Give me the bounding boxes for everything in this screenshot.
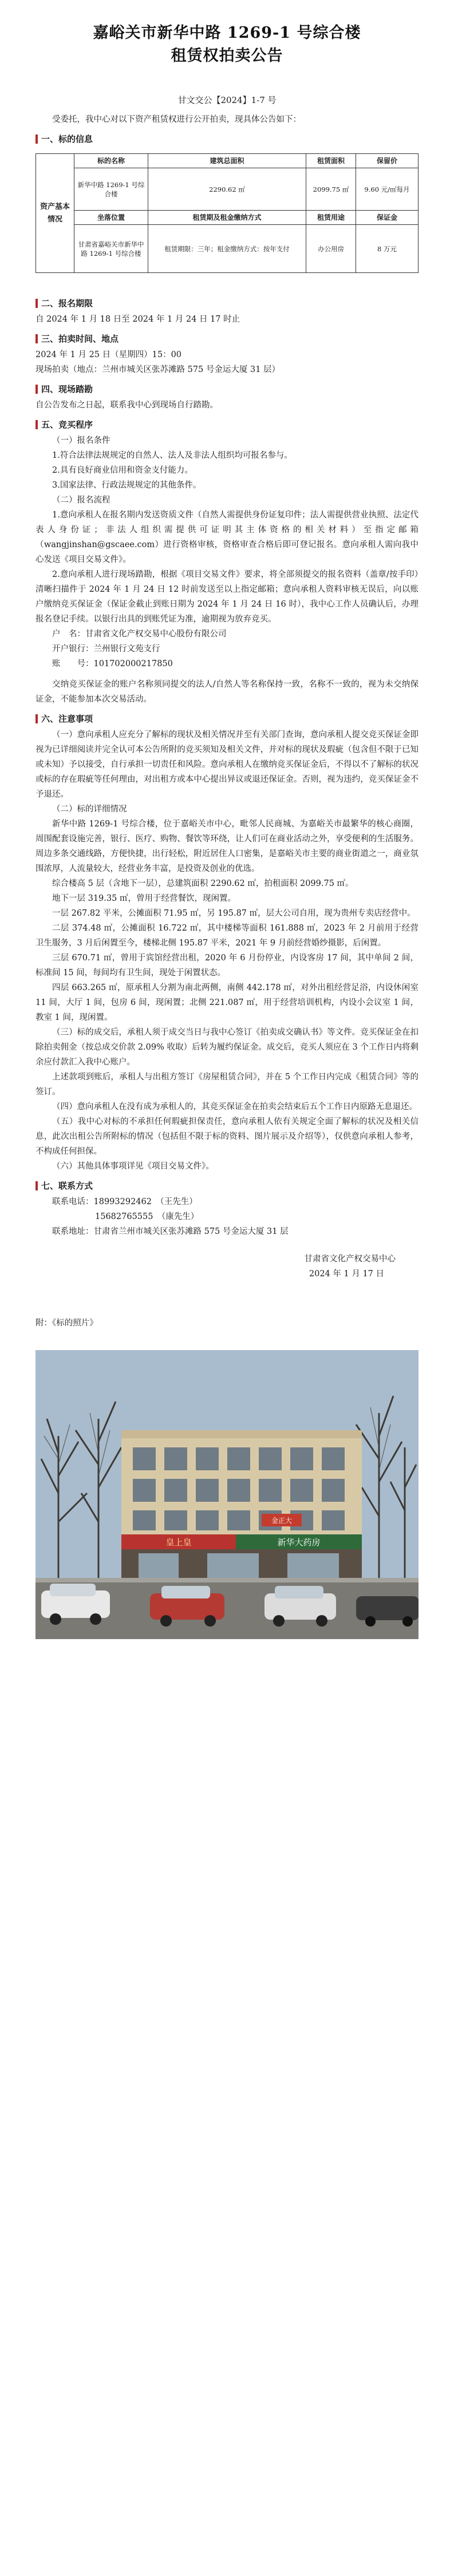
section-heading-6: 六、注意事项 bbox=[35, 710, 93, 727]
store-sign-text: 金正大 bbox=[271, 1517, 293, 1525]
table-cell-area: 2290.62 ㎡ bbox=[148, 168, 306, 211]
notice-4: （四）意向承租人在没有成为承租人的，其竞买保证金在拍卖会结束后五个工作日内原路无息退还。 bbox=[52, 1102, 417, 1111]
table-cell-name: 新华中路 1269-1 号综合楼 bbox=[74, 168, 148, 211]
contact-phone-1: 18993292462 （王先生） bbox=[93, 1197, 198, 1206]
table-header-name: 标的名称 bbox=[74, 154, 148, 168]
notice-5: （五）我中心对标的不承担任何瑕疵担保责任，意向承租人依有关规定全面了解标的状况及相关信息，此次出租公告所附标的情况（包括但不限于标的资料、图片展示及介绍等），仅供意向承租人参考，不构成任何担保。 bbox=[35, 1117, 419, 1156]
table-header-lease-area: 租赁面积 bbox=[306, 154, 356, 168]
section-heading-4: 四、现场踏勘 bbox=[35, 381, 93, 398]
contact-phone-2: 15682765555 （康先生） bbox=[95, 1212, 199, 1221]
section-marker-icon bbox=[35, 1181, 38, 1190]
condition-1: 1.符合法律法规规定的自然人、法人及非法人组织均可报名参与。 bbox=[52, 451, 293, 460]
contact-address-line: 联系地址：甘肃省兰州市城关区张苏滩路 575 号金运大厦 31 层 bbox=[52, 1227, 289, 1236]
section-heading-2: 二、报名期限 bbox=[35, 295, 93, 312]
account-number: 101702000217850 bbox=[93, 659, 173, 668]
section-marker-icon bbox=[35, 299, 38, 308]
document-number: 甘文交公【2024】1-7 号 bbox=[177, 95, 277, 105]
notice-3: （三）标的成交后，承租人须于成交当日与我中心签订《拍卖成交确认书》等文件。竞买保证金在扣除拍卖佣金（按总成交价款 2.09% 收取）后转为履约保证金。成交后，竞买人须应在 3 个工作日内将剩余应付款汇入我中心账户。 bbox=[35, 1028, 419, 1067]
contact-address: 甘肃省兰州市城关区张苏滩路 575 号金运大厦 31 层 bbox=[93, 1227, 289, 1236]
intro-paragraph: 受委托，我中心对以下资产租赁权进行公开拍卖，现具体公告如下： bbox=[52, 115, 301, 124]
table-cell-reserve: 9.60 元/㎡每月 bbox=[356, 168, 419, 211]
property-photo-illustration bbox=[35, 1350, 419, 1639]
table-side-label: 资产基本情况 bbox=[36, 154, 74, 273]
detail-paragraph-4: 一层 267.82 平米，公摊面积 71.95 ㎡，另 195.87 ㎡，层大公司自用，现为贵州专卖店经营中。 bbox=[52, 909, 416, 918]
property-photo bbox=[35, 1350, 419, 1639]
section-marker-icon bbox=[35, 385, 38, 394]
table-cell-term: 租赁期限：三年；租金缴纳方式：按年支付 bbox=[148, 225, 306, 273]
section-marker-icon bbox=[35, 334, 38, 343]
section-marker-icon bbox=[35, 714, 38, 723]
notice-1: （一）意向承租人应充分了解标的现状及相关情况并至有关部门查询，意向承租人提交竞买保证金即视为已详细阅读并完全认可本公告所附的竞买须知及相关文件，并对标的现状及瑕疵（包含但不限于已知或未知）予以接受，自行承担一切责任和风险。意向承租人在缴纳竞买保证金后，不得以不了解标的状况或标的存在瑕疵等任何理由，对出租方或本中心提出异议或退还保证金。否则，视为违约，竞买保证金不予退还。 bbox=[35, 730, 419, 799]
bank-line: 开户银行：兰州银行文苑支行 bbox=[52, 644, 160, 654]
table-cell-deposit: 8 万元 bbox=[356, 225, 419, 273]
table-header-use: 租赁用途 bbox=[306, 211, 356, 225]
registration-period: 自 2024 年 1 月 18 日至 2024 年 1 月 24 日 17 时止 bbox=[35, 315, 240, 324]
condition-3: 3.国家法律、行政法规规定的其他条件。 bbox=[52, 481, 202, 490]
detail-paragraph-3: 地下一层 319.35 ㎡，曾用于经营餐饮，现闲置。 bbox=[52, 894, 236, 903]
detail-paragraph-1: 新华中路 1269-1 号综合楼，位于嘉峪关市中心，毗邻人民商城、为嘉峪关市最繁华的核心商圈，周围配套设施完善，银行、医疗、购物、餐饮等环绕，让人们可在商业活动之外，享受便利的生活服务。周边多条交通线路，方便快捷，出行轻松，附近居住人口密集，是嘉峪关市主要的商业街道之一，商业氛围浓厚，人流量较大，经营业务丰富，是投资及创业的优选。 bbox=[35, 820, 419, 873]
detail-paragraph-5: 二层 374.48 ㎡，公摊面积 16.722 ㎡，其中楼梯等面积 161.888 ㎡，2023 年 2 月前用于经营卫生服务，3 月后闲置至今，楼梯北侧 195.87 平米，2021 年 9 月前经营婚纱摄影，后闲置。 bbox=[35, 924, 419, 948]
contact-phone-line-1: 联系电话：18993292462 （王先生） bbox=[52, 1197, 198, 1206]
account-number-line: 账 号：101702000217850 bbox=[52, 659, 173, 668]
account-name-line: 户 名：甘肃省文化产权交易中心股份有限公司 bbox=[52, 630, 227, 639]
section-heading-5: 五、竞买程序 bbox=[35, 416, 93, 433]
table-header-deposit: 保证金 bbox=[356, 211, 419, 225]
registration-conditions-heading: （一）报名条件 bbox=[52, 436, 110, 445]
detail-paragraph-6: 三层 670.71 ㎡，曾用于宾馆经营出租，2020 年 6 月份停业，内设客房 17 间，其中单间 2 间，标准间 15 间，每间均有卫生间，现处于闲置状态。 bbox=[35, 953, 419, 978]
table-header-reserve: 保留价 bbox=[356, 154, 419, 168]
table-header-location: 坐落位置 bbox=[74, 211, 148, 225]
section-marker-icon bbox=[35, 420, 38, 429]
table-cell-use: 办公用房 bbox=[306, 225, 356, 273]
section-marker-icon bbox=[35, 134, 38, 144]
account-name: 甘肃省文化产权交易中心股份有限公司 bbox=[85, 630, 227, 639]
section-heading-3: 三、拍卖时间、地点 bbox=[35, 330, 119, 347]
process-step-1: 1.意向承租人在报名期内发送资质文件（自然人需提供身份证复印件；法人需提供营业执照、法定代表人身份证；非法人组织需提供可证明其主体资格的相关材料）至指定邮箱（wangjinshan@gscaee.com）进行资格审核，资格审查合格后即可登记报名。意向承租人需向我中心发送《项目交易文件》。 bbox=[35, 511, 419, 564]
detail-paragraph-7: 四层 663.265 ㎡，原承租人分割为南北两侧，南侧 442.178 ㎡，对外出租经营足浴，内设休闲室 11 间，大厅 1 间，包房 6 间，现闲置；北侧 221.087 ㎡，用于经营培训机构，内设小会议室 1 间，教室 1 间，现闲置。 bbox=[35, 983, 419, 1022]
section-heading-7: 七、联系方式 bbox=[35, 1177, 93, 1194]
deposit-note: 交纳竞买保证金的账户名称须同提交的法人/自然人等名称保持一致，名称不一致的，视为未交纳保证金，不能参加本次交易活动。 bbox=[35, 680, 419, 704]
site-visit-text: 自公告发布之日起，联系我中心到现场自行踏勘。 bbox=[35, 401, 218, 410]
table-header-area: 建筑总面积 bbox=[148, 154, 306, 168]
contact-phone-line-2 bbox=[35, 1209, 419, 1224]
process-step-2: 2.意向承租人进行现场踏勘，根据《项目交易文件》要求，将全部须提交的报名资料（盖章/按手印）清晰扫描件于 2024 年 1 月 24 日 12 时前发送至以上指定邮箱；意向承租人资料审核无误后，向以账户缴纳竞买保证金（保证金截止到账日期为 2024 年 1 月 24 日 16 时），我中心工作人员确认后，办理报名登记手续。以银行出具的到账凭证为准，逾期视为放弃竞买。 bbox=[35, 570, 419, 624]
notice-3b: 上述款项到账后，承租人与出租方签订《房屋租赁合同》，并在 5 个工作日内完成《租赁合同》等的签订。 bbox=[35, 1073, 419, 1097]
signature-org: 甘肃省文化产权交易中心 bbox=[304, 1255, 396, 1264]
bank-name: 兰州银行文苑支行 bbox=[93, 644, 160, 654]
title-block bbox=[35, 0, 419, 68]
table-cell-lease-area: 2099.75 ㎡ bbox=[306, 168, 356, 211]
table-header-term: 租赁期及租金缴纳方式 bbox=[148, 211, 306, 225]
document-title-line2: 租赁权拍卖公告 bbox=[171, 47, 283, 65]
document-title-line1: 嘉峪关市新华中路 1269-1 号综合楼 bbox=[93, 24, 361, 42]
auction-place: 现场拍卖（地点：兰州市城关区张苏滩路 575 号金运大厦 31 层） bbox=[35, 365, 281, 374]
shop-sign-right-text: 新华大药房 bbox=[277, 1537, 321, 1548]
shop-sign-left-text: 皇上皇 bbox=[165, 1537, 192, 1548]
detail-paragraph-2: 综合楼高 5 层（含地下一层），总建筑面积 2290.62 ㎡，拍租面积 2099.75 ㎡。 bbox=[52, 879, 354, 888]
registration-process-heading: （二）报名流程 bbox=[52, 496, 110, 505]
table-cell-location: 甘肃省嘉峪关市新华中路 1269-1 号综合楼 bbox=[74, 225, 148, 273]
auction-time: 2024 年 1 月 25 日（星期四）15：00 bbox=[35, 350, 182, 359]
condition-2: 2.具有良好商业信用和资金支付能力。 bbox=[52, 466, 193, 475]
asset-info-table bbox=[35, 153, 419, 273]
section-heading-1 bbox=[35, 130, 93, 148]
notice-2-heading: （二）标的详细情况 bbox=[52, 805, 127, 814]
attachment-label: 附：《标的照片》 bbox=[35, 1319, 98, 1328]
notice-6: （六）其他具体事项详见《项目交易文件》。 bbox=[52, 1162, 214, 1171]
signature-date: 2024 年 1 月 17 日 bbox=[309, 1269, 384, 1279]
section-heading-1-text: 一、标的信息 bbox=[41, 134, 93, 144]
